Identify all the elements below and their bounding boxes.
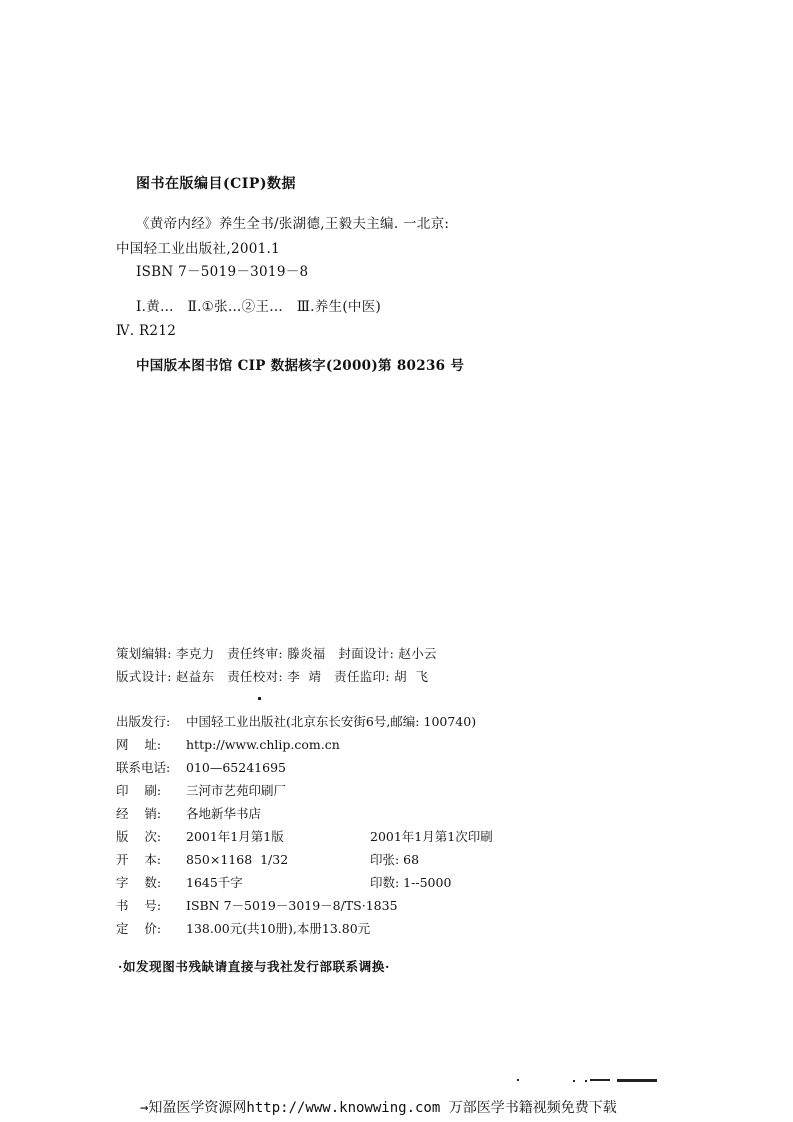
cip-line-2: 中国轻工业出版社,2001.1	[116, 241, 281, 257]
cip-title: 图书在版编目(CIP)数据	[136, 176, 296, 192]
footer-watermark-link[interactable]: →知盈医学资源网http://www.knowwing.com 万部医学书籍视频免费下载	[140, 1100, 617, 1116]
imprint-row-format	[116, 852, 420, 868]
imprint-row-distributor	[116, 806, 261, 822]
imprint-value: 010—65241695	[186, 760, 286, 775]
imprint-value-secondary: 印数: 1--5000	[370, 875, 452, 890]
print-rule	[617, 1079, 657, 1082]
imprint-value: 各地新华书店	[186, 806, 262, 821]
cip-line-1: 《黄帝内经》养生全书/张湖德,王毅夫主编. 一北京:	[136, 216, 450, 232]
print-speck	[573, 1080, 575, 1082]
imprint-value: 1645千字	[186, 875, 243, 890]
imprint-row-price	[116, 921, 370, 937]
imprint-row-website	[116, 737, 340, 753]
cip-isbn: ISBN 7－5019－3019－8	[136, 264, 309, 280]
print-rule	[590, 1079, 610, 1081]
imprint-label: 网 址:	[116, 737, 162, 752]
imprint-value: 三河市艺苑印刷厂	[186, 783, 287, 798]
imprint-label: 定 价:	[116, 921, 162, 936]
defect-notice: ·如发现图书残缺请直接与我社发行部联系调换·	[118, 959, 390, 974]
imprint-label: 开 本:	[116, 852, 162, 867]
imprint-label: 出版发行:	[116, 714, 171, 729]
cip-subject-line: Ⅰ.黄… Ⅱ.①张…②王… Ⅲ.养生(中医)	[136, 299, 382, 315]
imprint-label: 经 销:	[116, 806, 162, 821]
imprint-row-book-number	[116, 898, 398, 914]
imprint-value: 2001年1月第1版	[186, 829, 284, 844]
print-speck	[585, 1080, 587, 1082]
print-speck	[517, 1079, 519, 1081]
credits-row-2: 版式设计: 赵益东 责任校对: 李 靖 责任监印: 胡 飞	[116, 669, 429, 684]
credits-row-1: 策划编辑: 李克力 责任终审: 滕炎福 封面设计: 赵小云	[116, 646, 437, 661]
imprint-value: ISBN 7－5019－3019－8/TS·1835	[186, 898, 398, 913]
imprint-row-word-count	[116, 875, 452, 891]
imprint-value: 138.00元(共10册),本册13.80元	[186, 921, 371, 936]
imprint-value-secondary: 印张: 68	[370, 852, 420, 867]
imprint-label: 印 刷:	[116, 783, 162, 798]
imprint-row-phone	[116, 760, 286, 776]
print-speck	[258, 697, 261, 700]
imprint-label: 字 数:	[116, 875, 162, 890]
imprint-row-printer	[116, 783, 286, 799]
imprint-value-secondary: 2001年1月第1次印刷	[370, 829, 493, 844]
imprint-row-publisher	[116, 714, 476, 730]
imprint-label: 联系电话:	[116, 760, 171, 775]
imprint-value: 850×1168 1/32	[186, 852, 289, 867]
imprint-label: 版 次:	[116, 829, 162, 844]
imprint-row-edition	[116, 829, 493, 845]
imprint-label: 书 号:	[116, 898, 162, 913]
imprint-value: 中国轻工业出版社(北京东长安街6号,邮编: 100740)	[186, 714, 477, 729]
imprint-value: http://www.chlip.com.cn	[186, 737, 340, 752]
cip-record-number: 中国版本图书馆 CIP 数据核字(2000)第 80236 号	[136, 358, 465, 374]
cip-classification: Ⅳ. R212	[116, 323, 177, 339]
